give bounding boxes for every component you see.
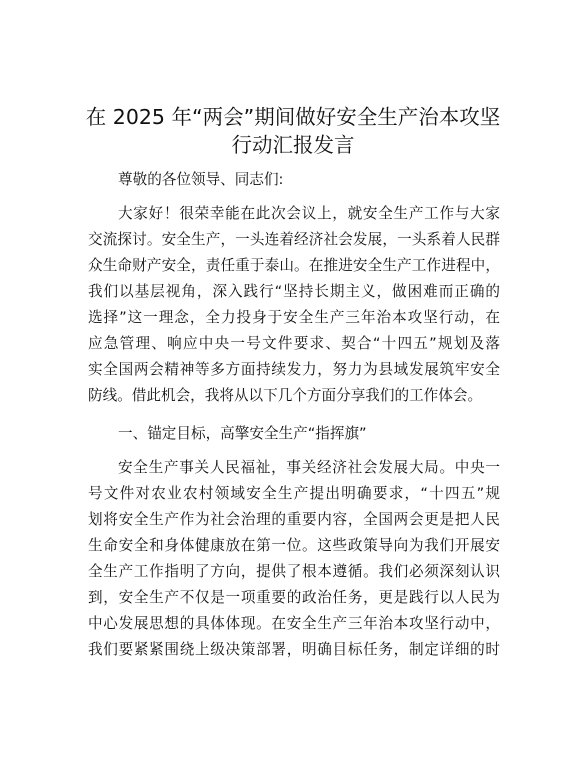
paragraph-line: 安全生产事关人民福祉，事关经济社会发展大局。中央一 bbox=[118, 459, 500, 476]
paragraph-line: 交流探讨。安全生产，一头连着经济社会发展，一头系着人民群 bbox=[88, 231, 500, 248]
paragraph-line: 我们以基层视角，深入践行“坚持长期主义，做困难而正确的 bbox=[88, 283, 500, 300]
paragraph-line: 我们要紧紧围绕上级决策部署，明确目标任务，制定详细的时 bbox=[88, 641, 500, 658]
paragraph-line: 防线。借此机会，我将从以下几个方面分享我们的工作体会。 bbox=[88, 387, 483, 404]
paragraph-line: 生命安全和身体健康放在第一位。这些政策导向为我们开展安 bbox=[88, 537, 500, 554]
paragraph-line: 大家好！很荣幸能在此次会议上，就安全生产工作与大家 bbox=[118, 205, 500, 222]
salutation: 尊敬的各位领导、同志们: bbox=[118, 171, 284, 188]
paragraph-line: 划将安全生产作为社会治理的重要内容，全国两会更是把人民 bbox=[88, 511, 500, 528]
paragraph-line: 中心发展思想的具体体现。在安全生产三年治本攻坚行动中， bbox=[88, 615, 500, 632]
section-heading: 一、锚定目标，高擎安全生产“指挥旗” bbox=[118, 425, 367, 442]
paragraph-line: 实全国两会精神等多方面持续发力，努力为县域发展筑牢安全 bbox=[88, 361, 500, 378]
document-title-line-2: 行动汇报发言 bbox=[231, 133, 355, 157]
paragraph-line: 到，安全生产不仅是一项重要的政治任务，更是践行以人民为 bbox=[88, 589, 500, 606]
paragraph-line: 全生产工作指明了方向，提供了根本遵循。我们必须深刻认识 bbox=[88, 563, 500, 580]
paragraph-line: 号文件对农业农村领域安全生产提出明确要求，“十四五”规 bbox=[88, 485, 500, 502]
paragraph-line: 选择”这一理念，全力投身于安全生产三年治本攻坚行动，在 bbox=[88, 309, 500, 326]
paragraph-line: 众生命财产安全，责任重于泰山。在推进安全生产工作进程中， bbox=[88, 257, 500, 274]
paragraph-line: 应急管理、响应中央一号文件要求、契合“十四五”规划及落 bbox=[88, 335, 500, 352]
document-title-line-1: 在 2025 年“两会”期间做好安全生产治本攻坚 bbox=[85, 105, 501, 129]
